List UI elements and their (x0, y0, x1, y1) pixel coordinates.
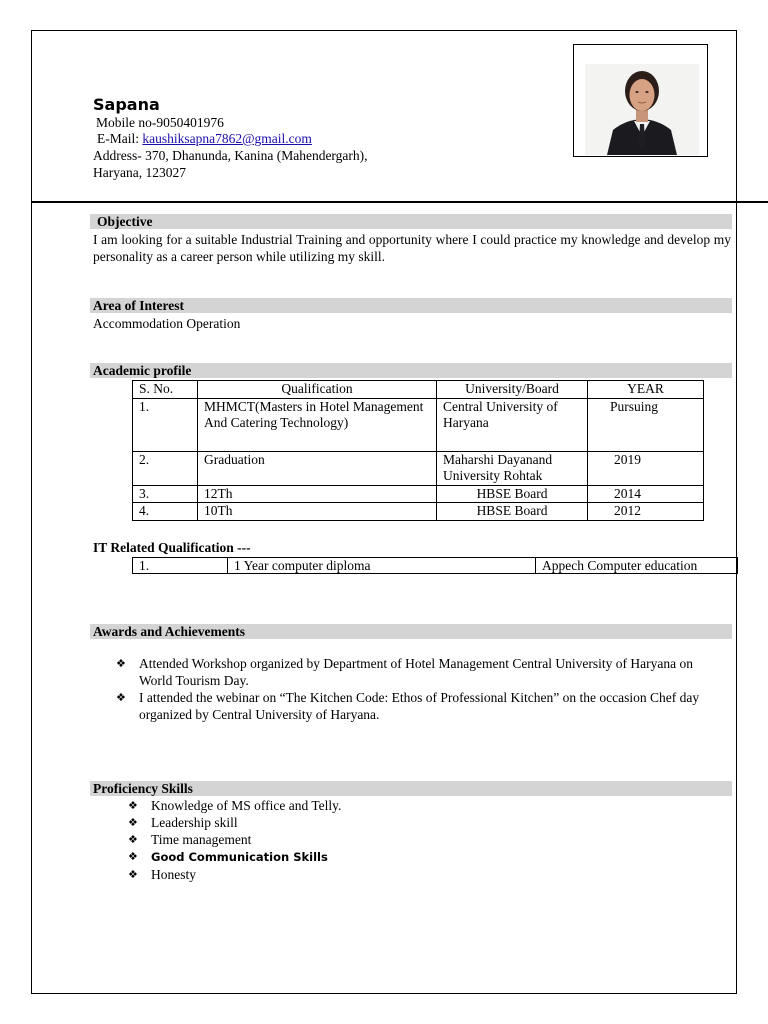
cell-year: 2014 (588, 485, 704, 503)
table-row (133, 485, 704, 503)
skill-text: Leadership skill (151, 815, 238, 830)
col-qualification: Qualification (198, 381, 437, 399)
table-header-row (133, 381, 704, 399)
bullet-icon: ❖ (128, 833, 138, 846)
cell-year: 2019 (588, 451, 704, 485)
skill-text: Knowledge of MS office and Telly. (151, 798, 342, 813)
col-university: University/Board (437, 381, 588, 399)
awards-list (116, 655, 714, 723)
objective-heading: Objective (90, 214, 732, 229)
list-item (128, 814, 651, 831)
cell-qualification: 12Th (198, 485, 437, 503)
table-row (133, 558, 738, 574)
cell-year: Pursuing (588, 398, 704, 451)
skill-text: Honesty (151, 867, 196, 882)
cell-course: 1 Year computer diploma (228, 558, 536, 574)
email-line (97, 131, 312, 148)
email-link[interactable]: kaushiksapna7862@gmail.com (142, 131, 312, 146)
interest-text: Accommodation Operation (93, 316, 241, 331)
academic-table (132, 380, 704, 521)
cell-sno: 1. (133, 558, 228, 574)
table-row (133, 451, 704, 485)
objective-text: I am looking for a suitable Industrial Training and opportunity where I could practice my knowledge and develop my personality as a career person while utilizing my skill. (93, 232, 731, 264)
award-text: Attended Workshop organized by Department of Hotel Management Central University of Haryana on World Tourism Day. (139, 656, 694, 688)
list-item (128, 831, 651, 848)
mobile-line: Mobile no-9050401976 (96, 115, 224, 130)
cell-university: Maharshi Dayanand University Rohtak (437, 451, 588, 485)
cell-sno: 4. (133, 503, 198, 521)
bullet-icon: ❖ (128, 816, 138, 829)
cell-qualification: MHMCT(Masters in Hotel Management And Catering Technology) (198, 398, 437, 451)
list-item (128, 866, 651, 883)
it-table (132, 557, 738, 574)
cell-year: 2012 (588, 503, 704, 521)
awards-heading: Awards and Achievements (90, 624, 732, 639)
cell-sno: 3. (133, 485, 198, 503)
list-item (128, 797, 651, 814)
list-item (116, 689, 714, 723)
cell-qualification: 10Th (198, 503, 437, 521)
award-text: I attended the webinar on “The Kitchen Code: Ethos of Professional Kitchen” on the occasion Chef day organized by Central University of Haryana. (139, 690, 700, 722)
table-row (133, 398, 704, 451)
list-item (116, 655, 714, 689)
cell-sno: 2. (133, 451, 198, 485)
address-line-1: Address- 370, Dhanunda, Kanina (Mahendergarh), (93, 148, 368, 163)
table-row (133, 503, 704, 521)
profile-photo (585, 64, 699, 155)
bullet-icon: ❖ (128, 868, 138, 881)
skill-text: Good Communication Skills (151, 850, 328, 864)
bullet-icon: ❖ (128, 799, 138, 812)
interest-heading: Area of Interest (90, 298, 732, 313)
list-item (128, 848, 651, 866)
skills-list (128, 797, 651, 883)
header-divider (31, 201, 768, 203)
cell-university: HBSE Board (437, 503, 588, 521)
bullet-icon: ❖ (116, 657, 126, 670)
col-sno: S. No. (133, 381, 198, 399)
email-label: E-Mail: (97, 131, 143, 146)
cell-sno: 1. (133, 398, 198, 451)
candidate-name: Sapana (93, 95, 160, 114)
skills-heading: Proficiency Skills (90, 781, 732, 796)
col-year: YEAR (588, 381, 704, 399)
bullet-icon: ❖ (116, 691, 126, 704)
cell-qualification: Graduation (198, 451, 437, 485)
address-line-2: Haryana, 123027 (93, 165, 186, 180)
cell-university: HBSE Board (437, 485, 588, 503)
cell-university: Central University of Haryana (437, 398, 588, 451)
photo-frame (573, 44, 708, 157)
cell-institute: Appech Computer education (536, 558, 738, 574)
it-heading: IT Related Qualification --- (93, 540, 251, 555)
bullet-icon: ❖ (128, 850, 138, 863)
academic-heading: Academic profile (90, 363, 732, 378)
skill-text: Time management (151, 832, 252, 847)
